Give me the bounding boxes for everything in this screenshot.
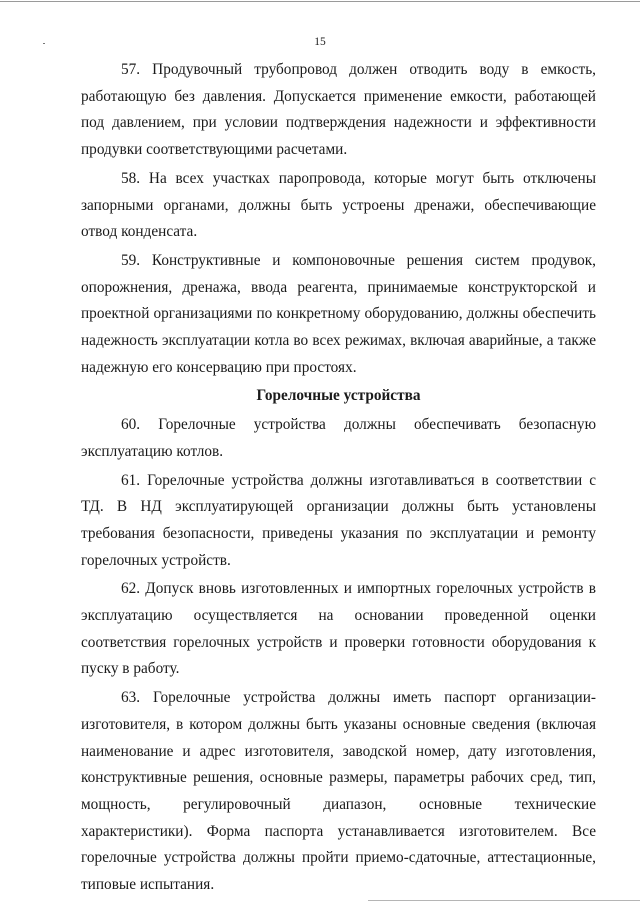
paragraph-58: 58. На всех участках паропровода, которые могут быть отключены запорными органами, должны быть устроены дренажи, обеспечивающие отвод конденсата.	[81, 169, 596, 241]
paragraph-62: 62. Допуск вновь изготовленных и импортных горелочных устройств в эксплуатацию осуществляется на основании проведенной оценки соответствия горелочных устройств и проверки готовности оборудования к пуску в работу.	[81, 580, 596, 678]
paragraph-59: 59. Конструктивные и компоновочные решения систем продувок, опорожнения, дренажа, ввода реагента, принимаемые конструкторской и проектной организациями по конкретному оборудованию, должны обеспечить надежность эксплуатации котла во всех режимах, включая аварийные, а также надежную его консервацию при простоях.	[81, 251, 596, 376]
document-body	[81, 57, 596, 901]
paragraph-61: 61. Горелочные устройства должны изготавливаться в соответствии с ТД. В НД эксплуатирующей организации должны быть установлены требования безопасности, приведены указания по эксплуатации и ремонту горелочных устройств.	[81, 471, 596, 569]
paragraph-57: 57. Продувочный трубопровод должен отводить воду в емкость, работающую без давления. Допускается применение емкости, работающей под давлением, при условии подтверждения надежности и эффективности продувки соответствующими расчетами.	[81, 61, 596, 159]
scan-top-edge-line	[0, 1, 640, 2]
section-heading: Горелочные устройства	[256, 387, 421, 405]
page-number: 15	[314, 36, 326, 48]
paragraph-63: 63. Горелочные устройства должны иметь паспорт организации-изготовителя, в котором должны быть указаны основные сведения (включая наименование и адрес изготовителя, заводской номер, дату изготовления, конструктивные решения, основные размеры, параметры рабочих сред, тип, мощность, регулировочный диапазон, основные технические характеристики). Форма паспорта устанавливается изготовителем. Все горелочные устройства должны пройти приемо-сдаточные, аттестационные, типовые испытания.	[81, 689, 596, 894]
scan-bottom-edge-line	[368, 900, 640, 901]
paragraph-60: 60. Горелочные устройства должны обеспечивать безопасную эксплуатацию котлов.	[81, 416, 596, 460]
